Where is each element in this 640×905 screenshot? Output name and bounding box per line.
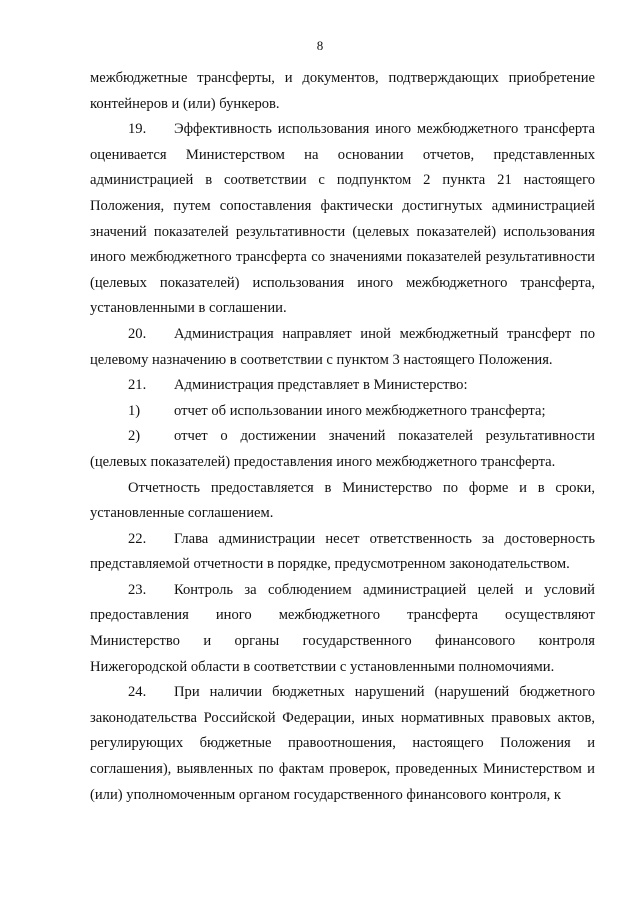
paragraph-number: 23. bbox=[128, 581, 147, 598]
paragraph-text: Эффективность использования иного межбюджетного трансферта оценивается Министерством на основании отчетов, представленных администрацией в соответствии с подпунктом 2 пункта 21 настоящего Положения, путем сопоставления фактически достигнутых администрацией значений показателей результативности (целевых показателей) использования иного межбюджетного трансферта со значениями показателей результативности (целевых показателей) использования иного межбюджетного трансферта, установленными в соглашении. bbox=[90, 121, 595, 317]
paragraph-20 bbox=[90, 322, 595, 373]
paragraph-text: Контроль за соблюдением администрацией целей и условий предоставления иного межбюджетного трансферта осуществляют Министерство и органы государственного финансового контроля Нижегородской области в соответствии с установленными полномочиями. bbox=[90, 581, 595, 675]
paragraph-reporting bbox=[90, 476, 595, 527]
subitem-text: отчет об использовании иного межбюджетного трансферта; bbox=[174, 402, 546, 419]
paragraph-continuation bbox=[90, 66, 595, 117]
paragraph-19 bbox=[90, 117, 595, 322]
paragraph-number: 21. bbox=[128, 377, 147, 394]
paragraph-text: Администрация направляет иной межбюджетный трансферт по целевому назначению в соответствии с пунктом 3 настоящего Положения. bbox=[90, 325, 595, 368]
subitem-2 bbox=[90, 424, 595, 475]
paragraph-22 bbox=[90, 527, 595, 578]
paragraph-text: Администрация представляет в Министерство: bbox=[174, 377, 468, 394]
page-number: 8 bbox=[316, 38, 324, 53]
paragraph-24 bbox=[90, 680, 595, 808]
subitem-1 bbox=[90, 399, 595, 425]
paragraph-number: 19. bbox=[128, 121, 147, 138]
paragraph-text: межбюджетные трансферты, и документов, подтверждающих приобретение контейнеров и (или) бункеров. bbox=[90, 70, 595, 112]
paragraph-number: 24. bbox=[128, 684, 147, 701]
subitem-number: 1) bbox=[128, 402, 141, 419]
subitem-text: отчет о достижении значений показателей результативности (целевых показателей) предоставления иного межбюджетного трансферта. bbox=[90, 428, 595, 470]
paragraph-number: 20. bbox=[128, 325, 147, 342]
paragraph-23 bbox=[90, 578, 595, 680]
paragraph-text: Глава администрации несет ответственность за достоверность представляемой отчетности в порядке, предусмотренном законодательством. bbox=[90, 530, 595, 573]
paragraph-text: При наличии бюджетных нарушений (нарушений бюджетного законодательства Российской Федерации, иных нормативных правовых актов, регулирующих бюджетные правоотношения, настоящего Положения и соглашения), выявленных по фактам проверок, проведенных Министерством и (или) уполномоченным органом государственного финансового контроля, к bbox=[90, 684, 595, 803]
subitem-number: 2) bbox=[128, 428, 141, 445]
document-body bbox=[90, 66, 595, 808]
paragraph-21 bbox=[90, 373, 595, 399]
paragraph-text: Отчетность предоставляется в Министерство по форме и в сроки, установленные соглашением. bbox=[90, 479, 595, 522]
paragraph-number: 22. bbox=[128, 530, 147, 547]
